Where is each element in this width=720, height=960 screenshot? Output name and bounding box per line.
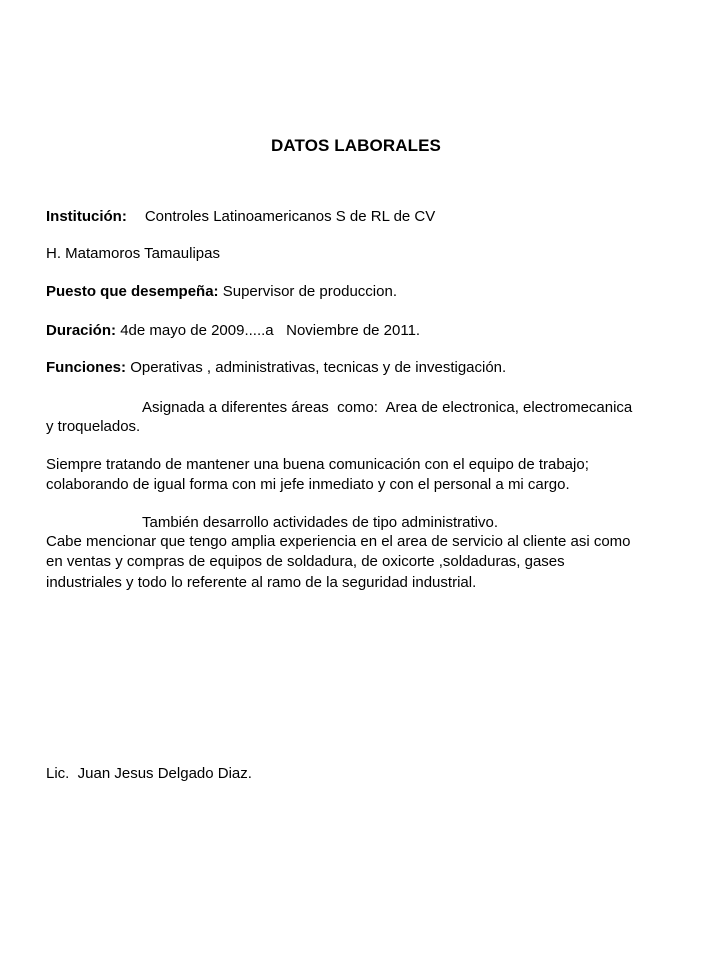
page-title: DATOS LABORALES <box>271 136 441 155</box>
communication-line-2: colaborando de igual forma con mi jefe inmediato y con el personal a mi cargo. <box>46 476 570 493</box>
administrative-line <box>46 512 498 533</box>
communication-line-1: Siempre tratando de mantener una buena comunicación con el equipo de trabajo; <box>46 456 589 473</box>
functions-line <box>46 357 506 378</box>
functions-value: Operativas , administrativas, tecnicas y de investigación. <box>130 359 507 376</box>
position-label: Puesto que desempeña: <box>46 283 219 300</box>
institution-label: Institución: <box>46 208 127 225</box>
location-line: H. Matamoros Tamaulipas <box>46 245 220 262</box>
areas-line-1 <box>46 397 632 418</box>
experience-line-1: Cabe mencionar que tengo amplia experiencia en el area de servicio al cliente asi como <box>46 533 631 550</box>
experience-line-3: industriales y todo lo referente al ramo de la seguridad industrial. <box>46 574 477 591</box>
duration-line <box>46 320 420 341</box>
areas-text-1: Asignada a diferentes áreas como: Area de electronica, electromecanica <box>142 399 633 416</box>
duration-label: Duración: <box>46 322 117 339</box>
experience-line-2: en ventas y compras de equipos de soldadura, de oxicorte ,soldaduras, gases <box>46 553 565 570</box>
duration-value: 4de mayo de 2009.....a Noviembre de 2011. <box>120 322 421 339</box>
position-value: Supervisor de produccion. <box>222 283 397 300</box>
functions-label: Funciones: <box>46 359 127 376</box>
areas-line-2: y troquelados. <box>46 418 141 435</box>
signature: Lic. Juan Jesus Delgado Diaz. <box>46 765 252 782</box>
administrative-text: También desarrollo actividades de tipo administrativo. <box>142 514 499 531</box>
institution-value: Controles Latinoamericanos S de RL de CV <box>144 208 436 225</box>
position-line <box>46 281 397 302</box>
institution-line <box>46 206 435 227</box>
